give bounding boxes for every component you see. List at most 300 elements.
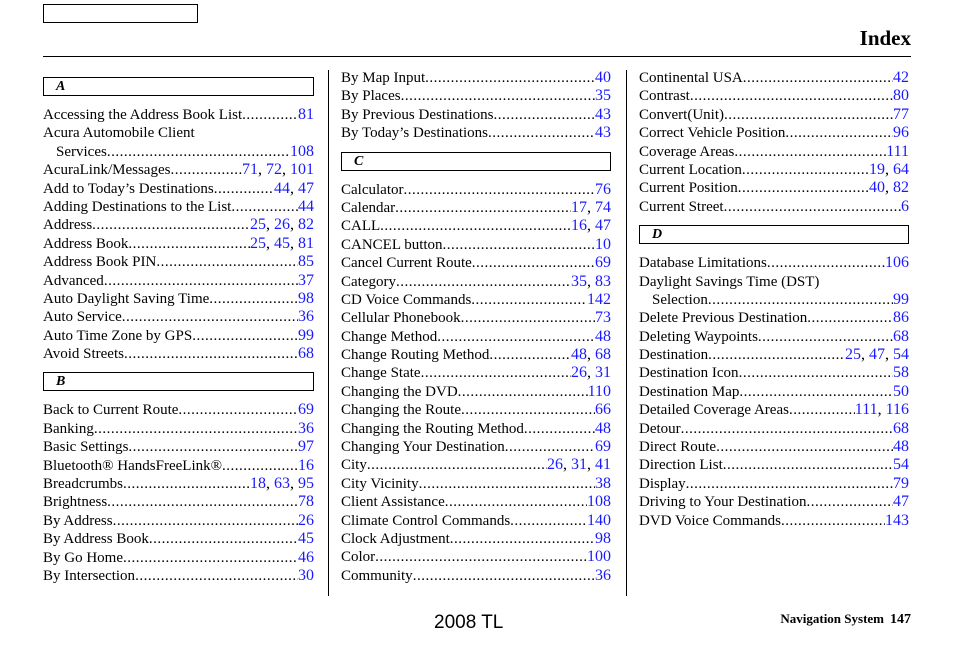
entry-pages (595, 254, 611, 272)
page-link[interactable]: 72 (266, 161, 282, 179)
entry-pages (587, 548, 611, 566)
index-entry (43, 345, 314, 363)
page-link[interactable]: 45 (274, 234, 290, 252)
entry-pages (298, 272, 314, 290)
index-entry (43, 475, 314, 493)
dot-leader (807, 309, 893, 327)
dot-leader (807, 493, 893, 511)
index-entry (43, 512, 314, 530)
dot-leader (445, 493, 587, 511)
entry-label: Breadcrumbs (43, 476, 123, 493)
page-link[interactable]: 79 (893, 474, 909, 492)
entry-pages (587, 291, 611, 309)
index-entry (341, 181, 611, 199)
page-link[interactable]: 16 (571, 217, 587, 235)
page-link[interactable]: 26 (274, 216, 290, 234)
entry-pages (893, 475, 909, 493)
page-link[interactable]: 40 (595, 69, 611, 86)
dot-leader (222, 457, 298, 475)
dot-leader (724, 198, 901, 216)
index-entry (639, 401, 909, 419)
dot-leader (739, 364, 893, 382)
entry-label: Auto Service (43, 309, 122, 326)
entry-label: Auto Daylight Saving Time (43, 290, 210, 307)
dot-leader (488, 124, 595, 142)
page-link[interactable]: 48 (595, 419, 611, 437)
entry-label: By Address (43, 512, 113, 529)
index-entry (639, 309, 909, 327)
entry-label: CD Voice Commands (341, 291, 472, 308)
page-link[interactable]: 44 (274, 179, 290, 197)
page-link[interactable]: 106 (885, 254, 909, 272)
entry-pages: 26, 31 (571, 364, 611, 382)
entry-label: Climate Control Commands (341, 512, 511, 529)
dot-leader (789, 401, 855, 419)
dot-leader (149, 530, 298, 548)
entry-label: Destination Icon (639, 365, 739, 382)
page-link[interactable]: 30 (298, 566, 314, 584)
page-link[interactable]: 64 (893, 160, 909, 178)
index-entry (639, 106, 909, 124)
index-entry (43, 549, 314, 567)
entry-label: Driving to Your Destination (639, 494, 807, 511)
index-entry (639, 475, 909, 493)
entry-label: Changing the Routing Method (341, 420, 524, 437)
index-entry (43, 180, 314, 198)
index-entry (639, 512, 909, 530)
index-entry (341, 87, 611, 105)
index-entry (43, 272, 314, 290)
entry-label: Services (56, 143, 107, 160)
entry-label: Detailed Coverage Areas (639, 402, 789, 419)
page-link[interactable]: 50 (893, 382, 909, 400)
page-link[interactable]: 25 (845, 346, 861, 364)
page-link[interactable]: 82 (298, 216, 314, 234)
page-link[interactable]: 16 (298, 456, 314, 474)
page-link[interactable]: 37 (298, 271, 314, 289)
index-entry (341, 512, 611, 530)
entry-pages (893, 124, 909, 142)
entry-pages (298, 420, 314, 438)
dot-leader (458, 383, 588, 401)
page-link[interactable]: 111 (886, 142, 909, 160)
page-link[interactable]: 41 (595, 456, 611, 474)
dot-leader (443, 236, 595, 254)
index-entry (43, 327, 314, 345)
entry-label: Change Routing Method (341, 347, 490, 364)
entry-label: Clock Adjustment (341, 530, 450, 547)
page-link[interactable]: 31 (595, 364, 611, 382)
entry-pages (595, 438, 611, 456)
dot-leader (708, 346, 845, 364)
index-entry (341, 383, 611, 401)
page-link[interactable]: 86 (893, 309, 909, 327)
entry-label: Banking (43, 420, 94, 437)
dot-leader (209, 290, 298, 308)
dot-leader (242, 106, 298, 124)
dot-leader (396, 273, 571, 291)
entry-pages (893, 438, 909, 456)
page-link[interactable]: 74 (595, 198, 611, 216)
entry-pages: 111, 116 (854, 401, 909, 419)
dot-leader (494, 106, 596, 124)
entry-pages: 25, 45, 81 (250, 234, 314, 252)
page-link[interactable]: 68 (595, 346, 611, 364)
page-link[interactable]: 47 (298, 179, 314, 197)
index-entry (43, 457, 314, 475)
page-link[interactable]: 101 (290, 161, 314, 179)
page-link[interactable]: 47 (595, 217, 611, 235)
index-entry (639, 143, 909, 161)
dot-leader (421, 364, 571, 382)
index-entry (341, 493, 611, 511)
page-link[interactable]: 110 (587, 382, 611, 400)
entry-label: Adding Destinations to the List (43, 198, 232, 215)
entry-label: Auto Time Zone by GPS (43, 327, 193, 344)
index-entry (639, 420, 909, 438)
page-link[interactable]: 142 (587, 290, 611, 308)
page-link[interactable]: 80 (893, 87, 909, 105)
entry-label: Current Position (639, 180, 738, 197)
index-entry (341, 567, 611, 585)
page-link[interactable]: 63 (274, 475, 290, 493)
dot-leader (450, 530, 595, 548)
entry-label: CANCEL button (341, 236, 443, 253)
dot-leader (367, 456, 547, 474)
dot-leader (231, 198, 298, 216)
dot-leader (135, 567, 298, 585)
page-link[interactable]: 40 (869, 179, 885, 197)
entry-pages (595, 401, 611, 419)
entry-label: Address Book (43, 235, 129, 252)
page-link[interactable]: 81 (298, 234, 314, 252)
entry-pages (587, 493, 611, 511)
entry-label: Display (639, 475, 686, 492)
dot-leader (107, 493, 298, 511)
page-link[interactable]: 98 (595, 529, 611, 547)
page-link[interactable]: 17 (571, 198, 587, 216)
dot-leader (471, 291, 587, 309)
entry-label: By Address Book (43, 531, 149, 548)
index-entry (341, 456, 611, 474)
entry-pages: 48, 68 (571, 346, 611, 364)
index-entry (341, 106, 611, 124)
index-entry (341, 475, 611, 493)
index-entry (43, 438, 314, 456)
page-link[interactable]: 108 (587, 493, 611, 511)
dot-leader (758, 328, 893, 346)
entry-label: City Vicinity (341, 475, 419, 492)
page-link[interactable]: 85 (298, 253, 314, 271)
dot-leader (107, 143, 290, 161)
page-link[interactable]: 26 (547, 456, 563, 474)
dot-leader (419, 475, 595, 493)
dot-leader (461, 401, 595, 419)
page-link[interactable]: 48 (893, 438, 909, 456)
page-link[interactable]: 69 (595, 438, 611, 456)
page-link[interactable]: 35 (571, 272, 587, 290)
entry-pages: 25, 47, 54 (845, 346, 909, 364)
entry-label: Coverage Areas (639, 143, 735, 160)
dot-leader (738, 179, 869, 197)
entry-pages (595, 236, 611, 254)
entry-pages: 25, 26, 82 (250, 216, 314, 234)
entry-pages (588, 383, 611, 401)
index-entry (639, 161, 909, 179)
index-entry (43, 216, 314, 234)
page-title: Index (859, 26, 911, 50)
page-link[interactable]: 143 (885, 511, 909, 529)
entry-pages (298, 253, 314, 271)
dot-leader (124, 345, 298, 363)
dot-leader (104, 272, 298, 290)
page-link[interactable]: 76 (595, 180, 611, 198)
model-label: 2008 TL (434, 612, 504, 633)
entry-pages (893, 493, 909, 511)
section-header-a: A (43, 77, 314, 96)
entry-pages (901, 198, 909, 216)
page-link[interactable]: 71 (242, 161, 258, 179)
page-link[interactable]: 111 (854, 401, 878, 419)
entry-label: Change State (341, 365, 421, 382)
page-link[interactable]: 140 (587, 511, 611, 529)
index-entry (341, 346, 611, 364)
dot-leader (489, 346, 571, 364)
entry-label: By Intersection (43, 567, 136, 584)
page-link[interactable]: 10 (595, 235, 611, 253)
entry-label: Cellular Phonebook (341, 310, 461, 327)
index-entry (43, 401, 314, 419)
page-link[interactable]: 98 (298, 289, 314, 307)
page-link[interactable]: 45 (298, 530, 314, 548)
page-link[interactable]: 99 (298, 326, 314, 344)
section-header-c: C (341, 152, 611, 171)
entry-label: Direction List (639, 457, 723, 474)
index-entry (341, 328, 611, 346)
dot-leader (375, 548, 587, 566)
dot-leader (734, 143, 886, 161)
entry-label: Contrast (639, 88, 690, 105)
page-link[interactable]: 78 (298, 493, 314, 511)
page-link[interactable]: 73 (595, 309, 611, 327)
entry-label: Acura Automobile Client (43, 125, 195, 142)
dot-leader (156, 253, 298, 271)
index-entry (639, 438, 909, 456)
page-link[interactable]: 54 (893, 346, 909, 364)
page-link[interactable]: 26 (571, 364, 587, 382)
page-link[interactable]: 18 (250, 475, 266, 493)
index-entry (341, 291, 611, 309)
entry-label: Selection (652, 291, 708, 308)
page-link[interactable]: 54 (893, 456, 909, 474)
page-link[interactable]: 108 (290, 142, 314, 160)
page-link[interactable]: 46 (298, 548, 314, 566)
entry-pages (595, 530, 611, 548)
entry-label: Database Limitations (639, 255, 767, 272)
index-entry (639, 364, 909, 382)
dot-leader (192, 327, 298, 345)
entry-pages (298, 308, 314, 326)
page-link[interactable]: 81 (298, 106, 314, 123)
page-link[interactable]: 47 (893, 493, 909, 511)
page-link[interactable]: 36 (298, 308, 314, 326)
entry-pages (893, 69, 909, 87)
page-link[interactable]: 97 (298, 438, 314, 456)
entry-label: CALL (341, 218, 381, 235)
page-link[interactable]: 68 (893, 419, 909, 437)
page-link[interactable]: 82 (893, 179, 909, 197)
dot-leader (94, 420, 298, 438)
header-box (43, 4, 198, 23)
entry-pages (298, 345, 314, 363)
page-link[interactable]: 35 (595, 87, 611, 105)
footer-section: Navigation System (780, 611, 884, 626)
entry-pages: 17, 74 (571, 198, 611, 216)
entry-label: Destination Map (639, 383, 740, 400)
dot-leader (472, 254, 595, 272)
page-link[interactable]: 25 (250, 234, 266, 252)
page-link[interactable]: 43 (595, 105, 611, 123)
dot-leader (123, 475, 250, 493)
page-link[interactable]: 25 (250, 216, 266, 234)
entry-label: Cancel Current Route (341, 255, 472, 272)
page-link[interactable]: 36 (595, 566, 611, 584)
dot-leader (170, 161, 242, 179)
entry-pages: 16, 47 (571, 217, 611, 235)
entry-label: Category (341, 273, 396, 290)
entry-label: Community (341, 567, 413, 584)
entry-pages (595, 309, 611, 327)
entry-label: Basic Settings (43, 439, 129, 456)
dot-leader (214, 180, 274, 198)
index-entry (341, 309, 611, 327)
dot-leader (785, 124, 893, 142)
index-entry (43, 106, 314, 124)
entry-pages (298, 457, 314, 475)
entry-label: Current Location (639, 161, 742, 178)
index-entry (43, 308, 314, 326)
page-link[interactable]: 77 (893, 105, 909, 123)
entry-pages (595, 420, 611, 438)
index-entry (43, 253, 314, 271)
dot-leader (743, 69, 893, 87)
entry-label: Convert(Unit) (639, 106, 724, 123)
page-link[interactable]: 68 (298, 345, 314, 363)
dot-leader (401, 87, 595, 105)
page-link[interactable]: 38 (595, 474, 611, 492)
column-divider (626, 70, 627, 596)
page-link[interactable]: 31 (571, 456, 587, 474)
page-link[interactable]: 43 (595, 124, 611, 142)
dot-leader (425, 69, 595, 87)
dot-leader (437, 328, 595, 346)
dot-leader (781, 512, 885, 530)
page-link[interactable]: 47 (869, 346, 885, 364)
dot-leader (122, 308, 298, 326)
page-link[interactable]: 69 (595, 254, 611, 272)
index-entry (341, 236, 611, 254)
page-link[interactable]: 116 (885, 401, 909, 419)
dot-leader (395, 199, 571, 217)
entry-label: By Go Home (43, 549, 123, 566)
entry-label: Direct Route (639, 439, 717, 456)
dot-leader (128, 438, 298, 456)
index-entry (43, 420, 314, 438)
page-link[interactable]: 58 (893, 364, 909, 382)
entry-pages (886, 143, 909, 161)
index-entry (639, 291, 909, 309)
page-link[interactable]: 99 (893, 290, 909, 308)
entry-pages (595, 567, 611, 585)
page-link[interactable]: 44 (298, 197, 314, 215)
page-link[interactable]: 83 (595, 272, 611, 290)
page-link[interactable]: 96 (893, 124, 909, 142)
page-link[interactable]: 66 (595, 401, 611, 419)
index-entry (341, 124, 611, 142)
entry-label: DVD Voice Commands (639, 512, 781, 529)
entry-pages: 19, 64 (869, 160, 909, 178)
dot-leader (524, 420, 595, 438)
page-link[interactable]: 95 (298, 475, 314, 493)
entry-label: Color (341, 549, 376, 566)
entry-label: Accessing the Address Book List (43, 107, 243, 123)
page-link[interactable]: 42 (893, 69, 909, 86)
entry-label: Calendar (341, 199, 396, 216)
entry-label: Correct Vehicle Position (639, 125, 786, 142)
entry-pages (298, 401, 314, 419)
page-link[interactable]: 69 (298, 401, 314, 419)
dot-leader (413, 567, 595, 585)
dot-leader (690, 87, 893, 105)
entry-pages (885, 254, 909, 272)
page-link[interactable]: 6 (901, 197, 909, 215)
page-link[interactable]: 100 (587, 548, 611, 566)
entry-pages (595, 106, 611, 124)
entry-label: By Previous Destinations (341, 106, 494, 123)
dot-leader (403, 181, 595, 199)
dot-leader (461, 309, 595, 327)
index-entry (639, 124, 909, 142)
entry-pages (298, 530, 314, 548)
index-entry (43, 198, 314, 216)
index-entry (341, 254, 611, 272)
page-link[interactable]: 19 (869, 160, 885, 178)
entry-label: Back to Current Route (43, 402, 179, 419)
index-entry (639, 456, 909, 474)
entry-pages: 44, 47 (274, 179, 314, 197)
page-link[interactable]: 48 (571, 346, 587, 364)
entry-pages (595, 69, 611, 87)
entry-pages (893, 328, 909, 346)
entry-pages (893, 106, 909, 124)
page-link[interactable]: 36 (298, 419, 314, 437)
index-entry (43, 161, 314, 179)
entry-pages (893, 364, 909, 382)
entry-pages (298, 327, 314, 345)
dot-leader (716, 438, 893, 456)
page-link[interactable]: 26 (298, 511, 314, 529)
entry-label: Brightness (43, 494, 108, 511)
entry-pages (893, 291, 909, 309)
entry-pages (298, 567, 314, 585)
entry-label: Deleting Waypoints (639, 328, 758, 345)
page-link[interactable]: 48 (595, 327, 611, 345)
page-link[interactable]: 68 (893, 327, 909, 345)
entry-pages (595, 87, 611, 105)
entry-pages (893, 87, 909, 105)
entry-pages (298, 198, 314, 216)
entry-label: Advanced (43, 272, 104, 289)
